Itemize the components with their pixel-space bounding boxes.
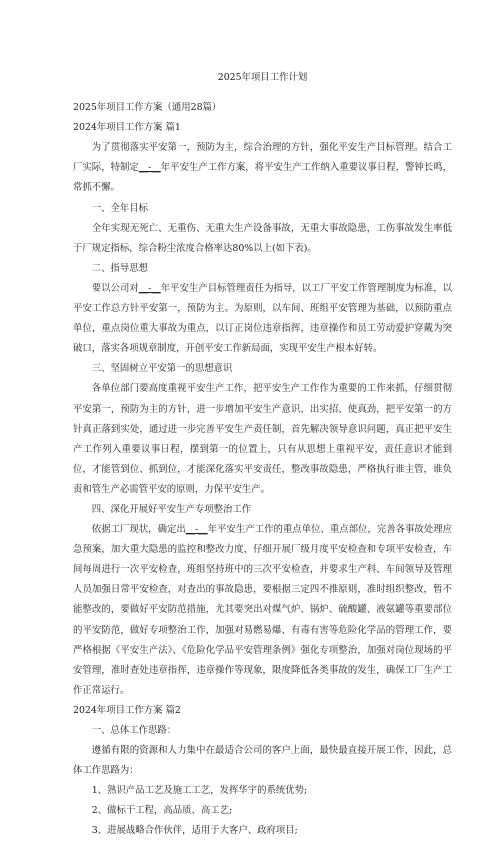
intro-text-a: 为了贯彻落实平安第一，预防为主，综合治理的方针，强化平安生产目标管理。结合工厂实际，特制定	[73, 142, 452, 174]
guiding-text-b: 年平安生产目标管理责任为指导，以工厂平安工作管理制度为标准，以平安工作总方针平安第一，预防为主。为原则，以车间、班组平安管理为基础，以预防重点单位，重点岗位重大事故为重点，以订正岗位违章指挥，违章操作和员工劳动爱护穿戴为突破口，落实各项规章制度，开创平安工作新局面，实现平安生产根本好转。	[73, 282, 452, 355]
list-item: 1、熟识产品工艺及施工工艺，发挥华宇的系统优势;	[91, 785, 308, 797]
article-heading-2: 2024年项目工作方案 篇2	[73, 704, 181, 716]
document-title: 2025年项目工作计划	[217, 72, 308, 83]
year-blank: __-__	[138, 282, 161, 294]
section-heading-rectification: 四、深化开展好平安生产专项整治工作	[91, 503, 252, 515]
approach-paragraph: 遵循有限的资源和人力集中在最适合公司的客户上面，最快最直接开展工作，因此，总体工作思路为：	[73, 745, 452, 777]
section-heading-goals: 一、全年目标	[91, 202, 149, 214]
intro-text-b: 年平安生产工作方案，将平安生产工作纳入重要议事日程，警钟长鸣，常抓不懈。	[73, 162, 452, 194]
list-item: 2、做标干工程，高品质、高工艺;	[91, 805, 233, 817]
section-heading-approach: 一、总体工作思路：	[91, 725, 177, 736]
awareness-paragraph: 各单位部门要高度重视平安生产工作，把平安生产工作作为重要的工作来抓，仔细贯彻平安第一，预防为主的方针，进一步增加平安生产意识，出实招、使真劲，把平安第一的方针真正落到实处，通过进一步完善平安生产责任制，首先解决领导意识问题，真正把平安生产工作列入重要议事日程，摆到第一的位置上，只有从思想上重视平安，责任意识才能到位，才能管到位、抓到位，才能深化落实平安责任，整改事故隐患，严格执行谁主管，谁负责和管生产必需管平安的原则，力保平安生产。	[73, 383, 452, 495]
intro-paragraph	[73, 138, 452, 198]
rectification-paragraph	[73, 520, 452, 701]
year-blank: __-__	[185, 524, 208, 536]
section-heading-awareness: 三、坚固树立平安第一的思想意识	[91, 363, 233, 375]
section-heading-guiding: 二、指导思想	[91, 262, 149, 274]
rectification-text-a: 依据工厂现状，确定出	[91, 524, 186, 536]
goals-paragraph: 全年实现无死亡、无重伤、无重大生产设备事故，无重大事故隐患，工伤事故发生率低于厂规定指标，综合粉尘浓度合格率达80%以上(如下表)。	[73, 222, 452, 254]
list-item: 3、进展战略合作伙伴，适用于大客户、政府项目;	[91, 825, 298, 837]
year-blank: __-__	[138, 162, 161, 174]
guiding-paragraph	[73, 279, 452, 359]
article-heading-1: 2024年项目工作方案 篇1	[73, 122, 181, 134]
rectification-text-b: 年平安生产工作的重点单位、重点部位，完善各事故处理应急预案，加大重大隐患的监控和整改力度，仔细开展厂级月度平安检查和专项平安检查，车间每周进行一次平安检查，班组坚持班中的三次平安检查，并要求生产科、车间领导及管理人员加强日常平安检查，对查出的事故隐患，要根据三定四不推原则，准时组织整改，暂不能整改的，要做好平安防范措施，尤其要突出对煤气炉、锅炉、硫酸罐、液氨罐等重要部位的平安防范，做好专项整治工作，加强对易燃易爆、有毒有害等危险化学品的管理工作，要严格根据《平安生产法》、《危险化学品平安管理条例》强化专项整治，加强对岗位现场的平安管理，准时查处违章指挥，违章操作等现象，限度降低各类事故的发生，确保工厂生产工作正常运行。	[73, 524, 452, 696]
guiding-text-a: 要以公司对	[91, 282, 139, 294]
collection-heading: 2025年项目工作方案（通用28篇）	[73, 102, 222, 114]
